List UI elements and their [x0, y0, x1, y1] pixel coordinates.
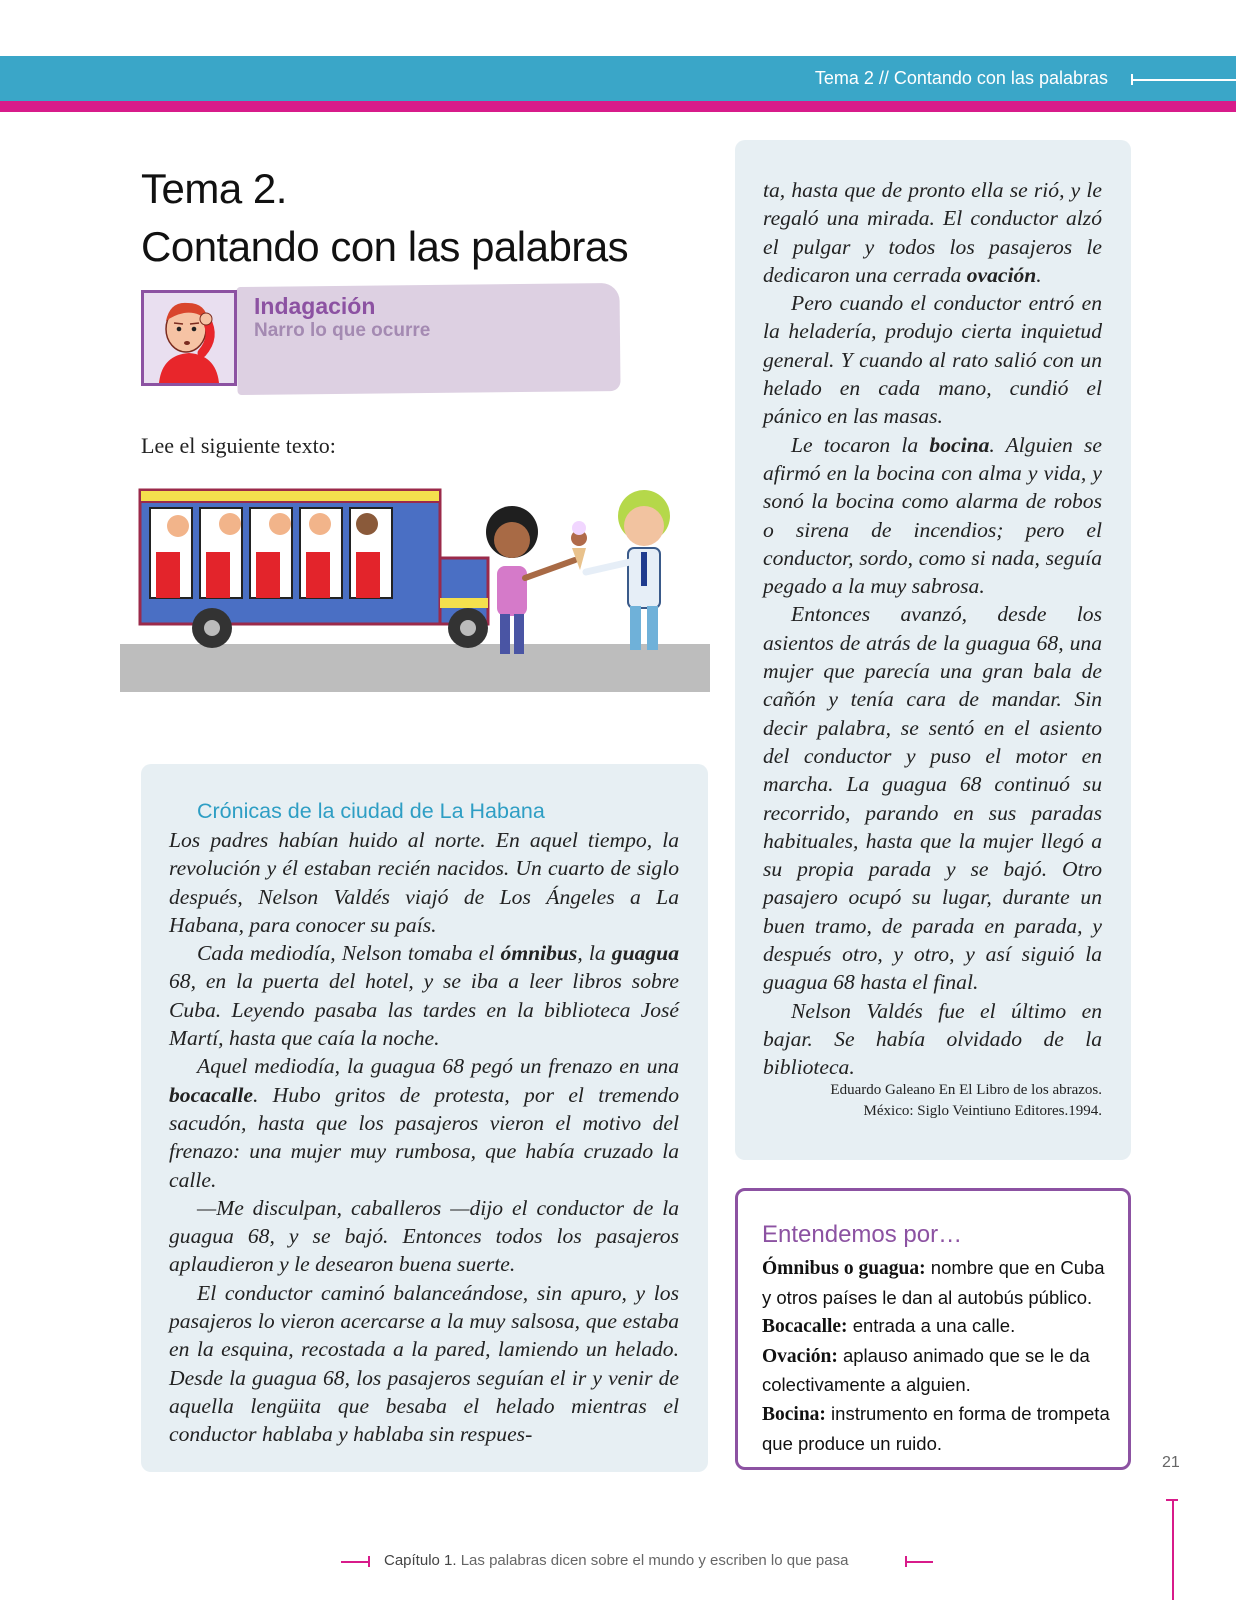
- story-paragraph: Pero cuando el conductor entró en la heladería, produjo cierta inquietud general. Y cuando al rato salió con un helado en cada mano, cundió el pánico en las masas.: [763, 291, 1102, 429]
- story-paragraph: [169, 939, 679, 1052]
- footer-chapter-title: Las palabras dicen sobre el mundo y escriben lo que pasa: [456, 1552, 849, 1569]
- intro-text: Lee el siguiente texto:: [141, 433, 336, 458]
- glossary-definition: nombre que en Cuba y otros países le dan al autobús público.: [762, 1257, 1105, 1308]
- glossary-term: Bocacalle:: [762, 1316, 848, 1338]
- page-title: [141, 160, 628, 276]
- story-paragraph: [763, 176, 1102, 289]
- keyword-bocina: bocina: [929, 432, 990, 457]
- story-text: . Hubo gritos de protesta, por el tremendo sacudón, hasta que los pasajeros vieron el motivo del frenazo: una mujer muy rumbosa, que había cruzado la calle.: [169, 1082, 679, 1192]
- story-text: ta, hasta que de pronto ella se rió, y le regaló una mirada. El conductor alzó el pulgar y todos los pasajeros le dedicaron una cerrada: [763, 178, 1102, 287]
- title-line-1: Tema 2.: [141, 165, 287, 212]
- page-number: 21: [1162, 1454, 1180, 1471]
- story-paragraph: [763, 431, 1102, 601]
- story-text: Cada mediodía, Nelson tomaba el: [197, 941, 501, 966]
- glossary-item: [762, 1254, 1112, 1312]
- indagacion-subtitle: Narro lo que ocurre: [254, 320, 431, 341]
- footer-text: [384, 1552, 848, 1569]
- glossary-item: [762, 1312, 1112, 1342]
- story-right-column: [763, 176, 1102, 1082]
- glossary-title: Entendemos por…: [762, 1221, 963, 1248]
- glossary-definition: aplauso animado que se le da colectivamente a alguien.: [762, 1344, 1090, 1396]
- story-text: . Alguien se afirmó en la bocina con alma y vida, y sonó la bocina como alarma de robos o sirena de incendios; pero el conductor, sordo, como si nada, seguía pegado a la muy sabrosa.: [763, 432, 1102, 599]
- story-paragraph: —Me disculpan, caballeros —dijo el conductor de la guagua 68, y se bajó. Entonces todos los pasajeros aplaudieron y le desearon buena suerte.: [169, 1195, 679, 1277]
- source-credit: [762, 1080, 1102, 1122]
- footer-tick-left: [368, 1556, 370, 1567]
- story-paragraph: [169, 1052, 679, 1193]
- header-stripe: [0, 101, 1236, 112]
- story-paragraph: Entonces avanzó, desde los asientos de atrás de la guagua 68, una mujer que parecía una gran bala de cañón y tenía cara de mandar. Sin decir palabra, se sentó en el asiento del conductor y puso el motor en marcha. La guagua 68 continuó su recorrido, parando en sus paradas habituales, hasta que la mujer llegó a su propia parada y se bajó. Otro pasajero ocupó su lugar, durante un buen tramo, de parada en parada, y después otro, y otro, y así siguió la guagua 68 hasta el final.: [763, 602, 1102, 995]
- story-left-column: [169, 797, 679, 1449]
- story-text: 68, en la puerta del hotel, y se iba a leer libros sobre Cuba. Leyendo pasaba las tardes en la biblioteca José Martí, hasta que caía la noche.: [169, 969, 679, 1051]
- thinking-boy-icon: [141, 290, 237, 386]
- running-title: Tema 2 // Contando con las palabras: [814, 68, 1108, 88]
- glossary-term: Bocina:: [762, 1403, 826, 1425]
- story-paragraph: Nelson Valdés fue el último en bajar. Se había olvidado de la biblioteca.: [763, 998, 1102, 1080]
- bus-scene-illustration: [120, 488, 710, 693]
- keyword-guagua: guagua: [611, 941, 679, 966]
- glossary-definition: entrada a una calle.: [847, 1315, 1016, 1337]
- story-text: Aquel mediodía, la guagua 68 pegó un frenazo en una: [197, 1054, 679, 1079]
- footer-line-left: [341, 1561, 369, 1563]
- footer-chapter: Capítulo 1.: [384, 1552, 457, 1569]
- story-paragraph: Los padres habían huido al norte. En aquel tiempo, la revolución y él estaban recién nacidos. Un cuarto de siglo después, Nelson Valdés viajó de Los Ángeles a La Habana, para conocer su país.: [169, 828, 679, 937]
- story-title: Crónicas de la ciudad de La Habana: [197, 799, 545, 823]
- keyword-ovacion: ovación: [966, 262, 1037, 287]
- glossary-definition: instrumento en forma de trompeta que produce un ruido.: [762, 1402, 1110, 1454]
- keyword-bocacalle: bocacalle: [169, 1082, 253, 1107]
- glossary-item: [762, 1342, 1112, 1400]
- header-line: [1132, 79, 1236, 81]
- credit-line-1: Eduardo Galeano En El Libro de los abrazos.: [830, 1082, 1102, 1098]
- title-line-2: Contando con las palabras: [141, 223, 629, 270]
- story-paragraph: El conductor caminó balanceándose, sin apuro, y los pasajeros lo vieron acercarse a la muy salsosa, que estaba en la esquina, recostada a la pared, lamiendo un helado. Desde la guagua 68, los pasajeros seguían el ir y venir de aquella lengüita que besaba el helado mientras el conductor hablaba y hablaba sin respues-: [169, 1280, 679, 1447]
- indagacion-title: Indagación: [254, 293, 376, 319]
- glossary-term: Ovación:: [762, 1345, 838, 1367]
- glossary-term: Ómnibus o guagua:: [762, 1258, 926, 1279]
- glossary-item: [762, 1400, 1112, 1458]
- keyword-omnibus: ómnibus: [500, 941, 578, 966]
- credit-line-2: México: Siglo Veintiuno Editores.1994.: [863, 1103, 1102, 1119]
- story-text: .: [1036, 262, 1042, 287]
- story-text: Le tocaron la: [791, 432, 930, 457]
- footer-line-right: [905, 1561, 933, 1563]
- margin-line: [1172, 1500, 1174, 1600]
- story-text: , la: [577, 941, 612, 966]
- glossary-list: [762, 1254, 1112, 1458]
